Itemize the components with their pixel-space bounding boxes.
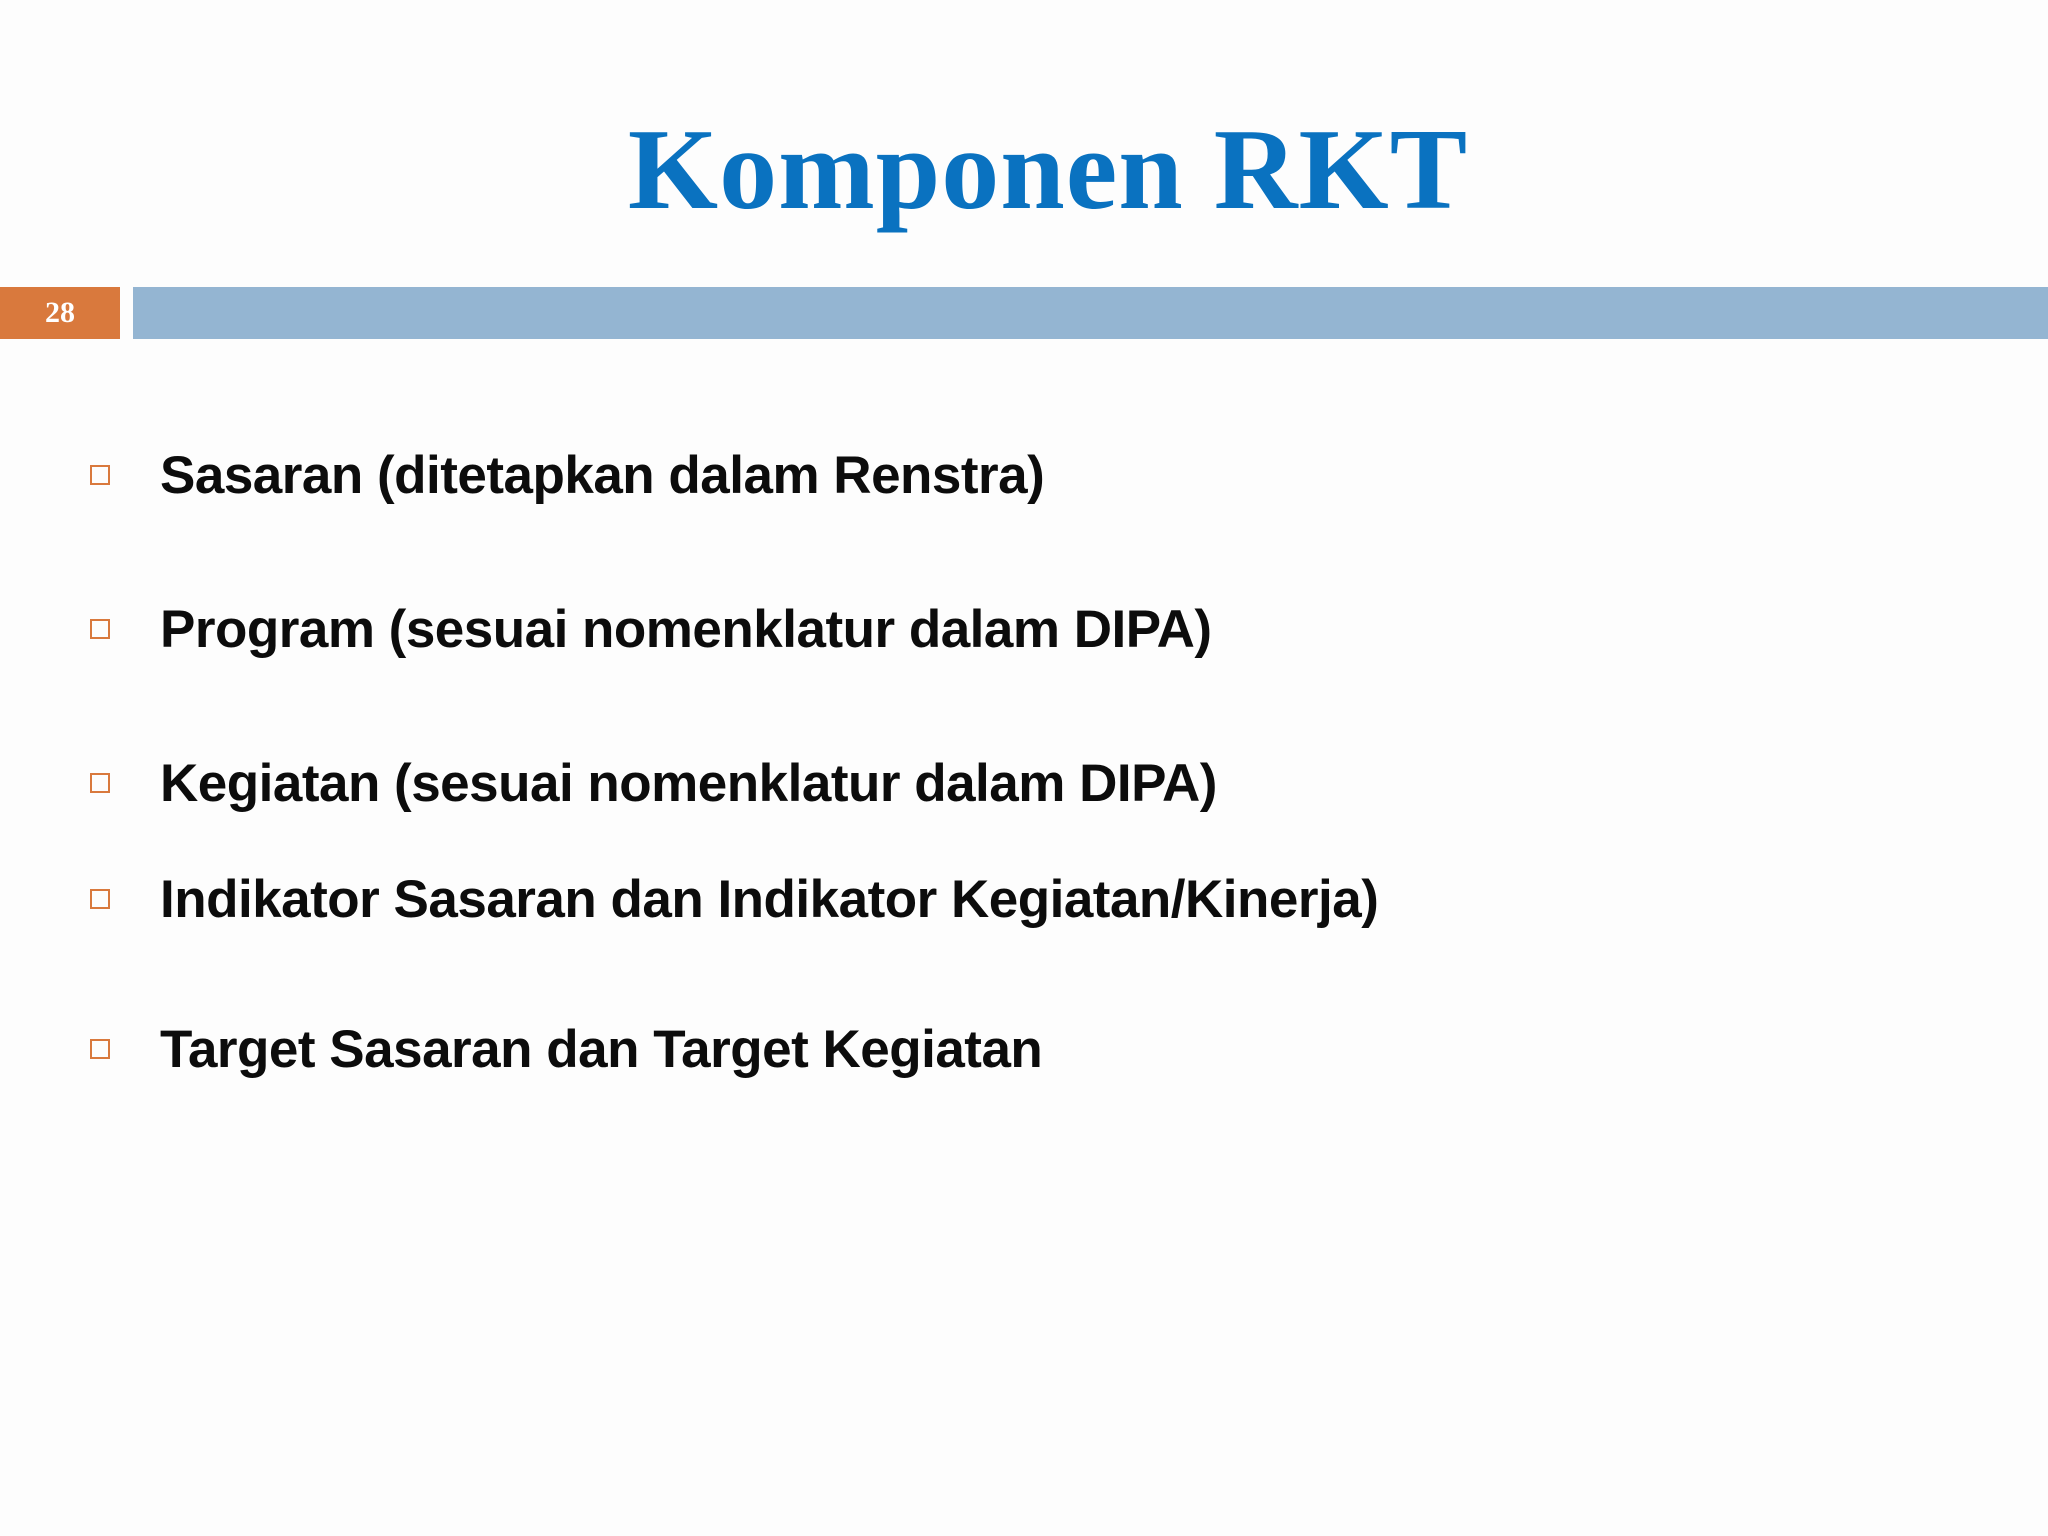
page-number: 28: [45, 296, 75, 329]
bullet-text: Target Sasaran dan Target Kegiatan: [160, 1020, 1043, 1079]
bullet-item: [90, 1017, 1790, 1087]
bullet-text: Program (sesuai nomenklatur dalam DIPA): [160, 600, 1212, 659]
hollow-square-bullet-icon: [90, 619, 110, 639]
bullet-text: Kegiatan (sesuai nomenklatur dalam DIPA): [160, 754, 1217, 813]
hollow-square-bullet-icon: [90, 889, 110, 909]
bullet-item: [90, 443, 1790, 513]
bullet-item: [90, 597, 1790, 667]
hollow-square-bullet-icon: [90, 465, 110, 485]
hollow-square-bullet-icon: [90, 1039, 110, 1059]
bullet-item: [90, 751, 1790, 821]
slide-title-text: Komponen RKT: [627, 106, 1469, 234]
bullet-text: Sasaran (ditetapkan dalam Renstra): [160, 446, 1045, 505]
bullet-text: Indikator Sasaran dan Indikator Kegiatan/Kinerja): [160, 870, 1379, 929]
bullet-item: [90, 867, 1790, 937]
hollow-square-bullet-icon: [90, 773, 110, 793]
